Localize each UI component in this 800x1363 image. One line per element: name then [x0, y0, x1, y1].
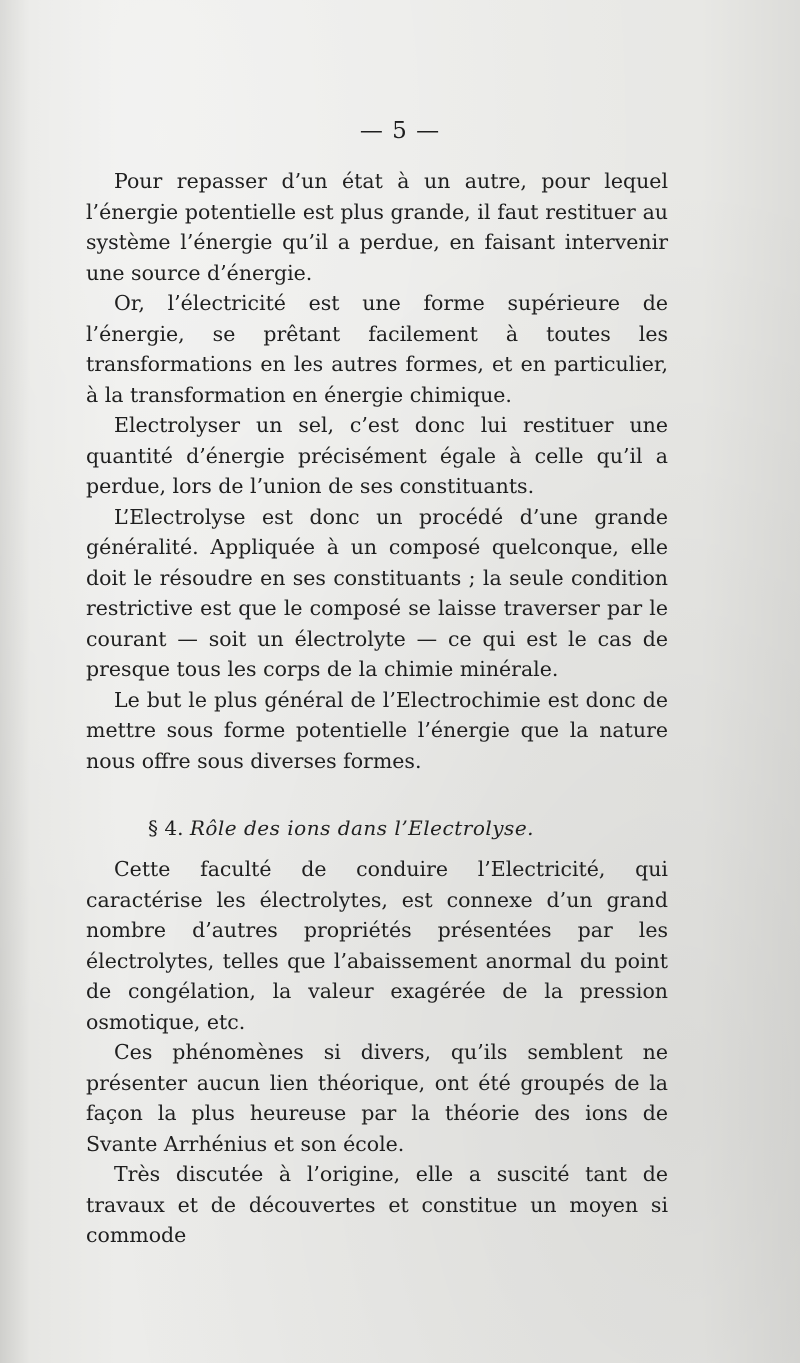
paragraph: Très discutée à l’origine, elle a suscité tant de travaux et de découvertes et constitue un moyen si commode [86, 1162, 668, 1247]
paragraph: Or, l’électricité est une forme supérieure de l’énergie, se prêtant facilement à toutes les transformations en les autres formes, et en particulier, à la transformation en énergie chimique. [86, 291, 668, 407]
paragraph: Pour repasser d’un état à un autre, pour lequel l’énergie potentielle est plus grande, il faut restituer au système l’énergie qu’il a perdue, en faisant intervenir une source d’énergie. [86, 169, 668, 285]
section-number: § 4. [148, 816, 184, 840]
section-title: Rôle des ions dans l’Electrolyse. [189, 816, 535, 840]
paragraph: Le but le plus général de l’Electrochimie est donc de mettre sous forme potentielle l’énergie que la nature nous offre sous diverses formes. [86, 687, 668, 773]
paragraph: L’Electrolyse est donc un procédé d’une grande généralité. Appliquée à un composé quelconque, elle doit le résoudre en ses constituants ; la seule condition restrictive est que le composé se laisse traverser par le courant — soit un électrolyte — ce qui est le cas de presque tous les corps de la chimie minérale. [86, 504, 668, 681]
section-heading [148, 815, 668, 841]
paragraph: Ces phénomènes si divers, qu’ils semblent ne présenter aucun lien théorique, ont été groupés de la façon la plus heureuse par la théorie des ions de Svante Arrhénius et son école. [86, 1040, 668, 1156]
page-number: — 5 — [359, 118, 441, 144]
paragraph: Cette faculté de conduire l’Electricité, qui caractérise les électrolytes, est connexe d’un grand nombre d’autres propriétés présentées par les électrolytes, telles que l’abaissement anormal du point de congélation, la valeur exagérée de la pression osmotique, etc. [86, 857, 668, 1034]
body-text-after-section [86, 854, 668, 1251]
paragraph: Electrolyser un sel, c’est donc lui restituer une quantité d’énergie précisément égale à celle qu’il a perdue, lors de l’union de ses constituants. [86, 413, 668, 498]
body-text-before-section [86, 166, 668, 776]
